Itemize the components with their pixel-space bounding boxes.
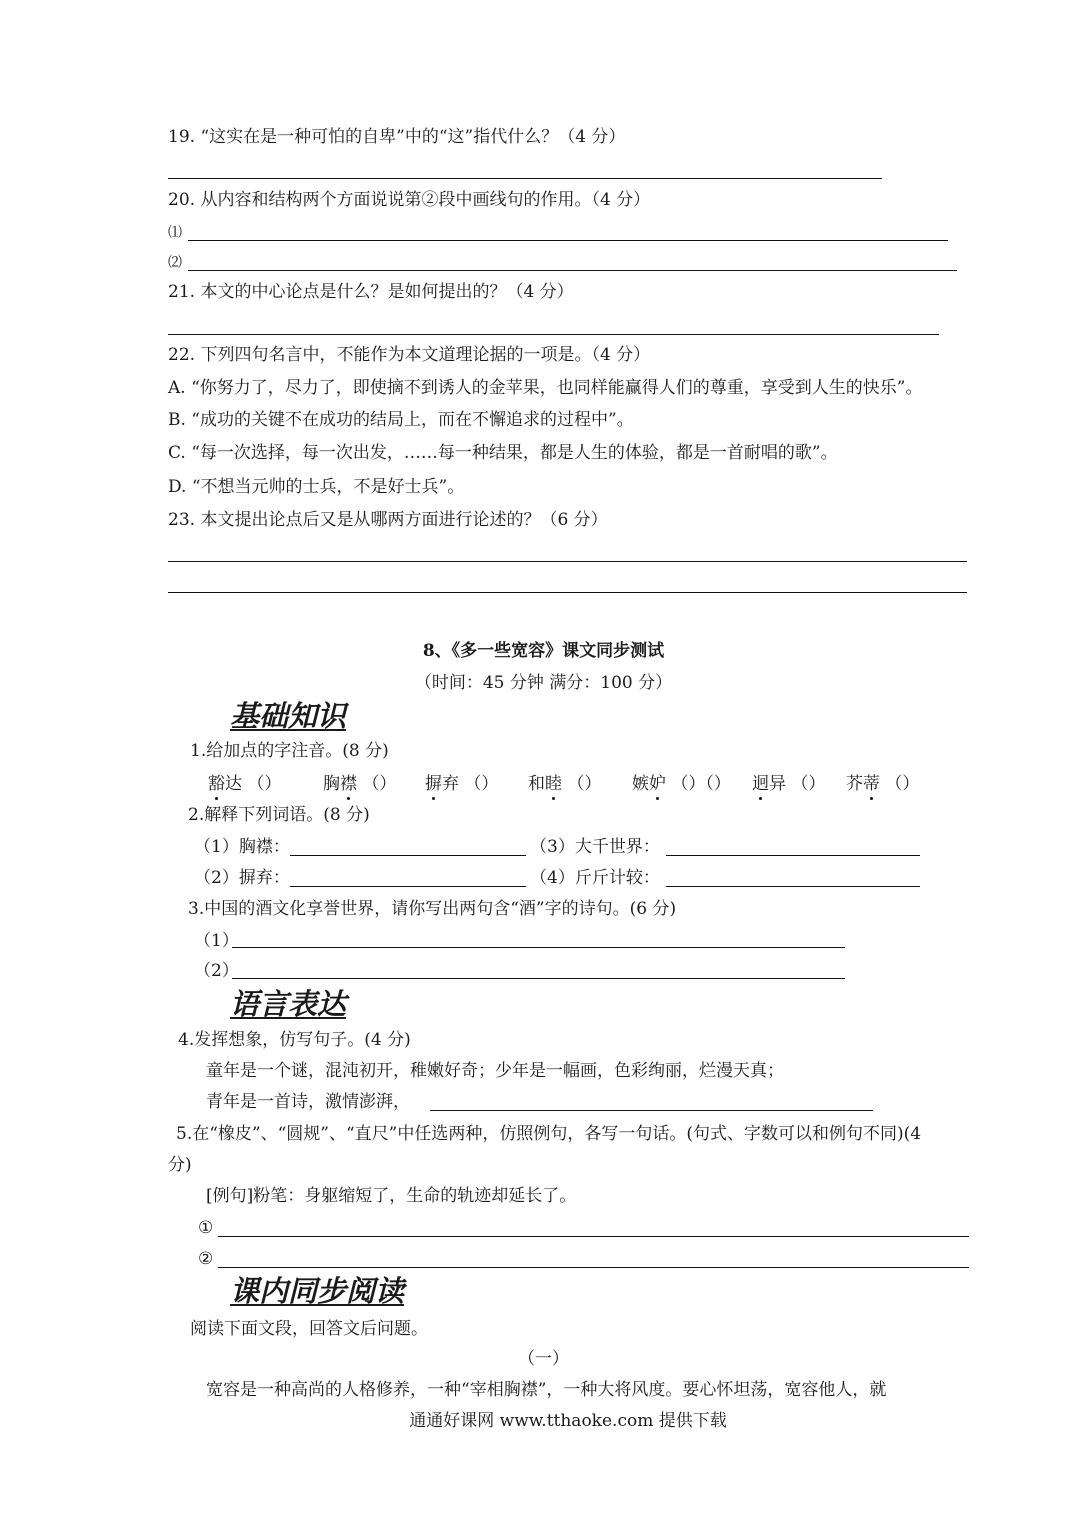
question-21: 21. 本文的中心论点是什么？是如何提出的？（4 分）	[168, 282, 574, 302]
passage-text: 宽容是一种高尚的人格修养，一种“宰相胸襟”，一种大将风度。要心怀坦荡，宽容他人，就	[206, 1380, 887, 1400]
answer-line-23-1[interactable]	[168, 561, 967, 562]
b5-label-1: ①	[198, 1218, 214, 1238]
pinyin-item: 和睦 （）	[528, 774, 602, 794]
option-c: C. “每一次选择，每一次出发，……每一种结果，都是人生的体验，都是一首耐唱的歌”。	[168, 443, 838, 463]
word-label-4: （4）斤斤计较：	[530, 868, 660, 888]
poem-label-2: （2）	[194, 961, 239, 981]
question-b3: 3.中国的酒文化享誉世界，请你写出两句含“酒”字的诗句。(6 分)	[188, 899, 677, 919]
word-label-3: （3）大千世界：	[530, 837, 660, 857]
word-line-2[interactable]	[290, 886, 526, 887]
answer-line-20-2[interactable]	[188, 270, 957, 271]
question-b5: 5.在“橡皮”、“圆规”、“直尺”中任选两种，仿照例句，各写一句话。(句式、字数可以和例句不同)(4	[176, 1124, 922, 1144]
question-b5-cont: 分)	[168, 1155, 192, 1175]
example-sentence: 童年是一个谜，混沌初开，稚嫩好奇；少年是一幅画，色彩绚丽，烂漫天真；	[206, 1061, 784, 1081]
option-d: D. “不想当元帅的士兵，不是好士兵”。	[168, 477, 465, 497]
page-subtitle: （时间：45 分钟 满分：100 分）	[414, 673, 673, 693]
option-a: A. “你努力了，尽力了，即使摘不到诱人的金苹果，也同样能赢得人们的尊重，享受到人生的快乐”。	[168, 378, 923, 398]
answer-line-21[interactable]	[168, 334, 939, 335]
pinyin-item: 摒弃 （）	[425, 774, 499, 794]
pinyin-item: 嫉妒 （）（）	[632, 774, 731, 794]
question-22: 22. 下列四句名言中，不能作为本文道理论据的一项是。（4 分）	[168, 345, 651, 365]
passage-number: （一）	[518, 1349, 569, 1369]
poem-label-1: （1）	[194, 931, 239, 951]
answer-line-20-1[interactable]	[188, 240, 948, 241]
b5-line-2[interactable]	[218, 1267, 969, 1268]
b5-example: [例句]粉笔：身躯缩短了，生命的轨迹却延长了。	[206, 1186, 577, 1206]
pinyin-item: 豁达 （）	[208, 774, 282, 794]
imitation-prompt: 青年是一首诗，激情澎湃，	[206, 1092, 410, 1112]
question-20: 20. 从内容和结构两个方面说说第②段中画线句的作用。（4 分）	[168, 190, 651, 210]
page-footer: 通通好课网 www.tthaoke.com 提供下载	[409, 1411, 727, 1431]
word-line-4[interactable]	[666, 886, 920, 887]
b5-label-2: ②	[198, 1249, 214, 1269]
pinyin-item: 胸襟 （）	[323, 774, 397, 794]
word-line-3[interactable]	[666, 855, 920, 856]
question-23: 23. 本文提出论点后又是从哪两方面进行论述的？（6 分）	[168, 510, 608, 530]
question-b2: 2.解释下列词语。(8 分)	[188, 805, 370, 825]
poem-line-2[interactable]	[232, 978, 845, 979]
section-heading-expression: 语言表达	[230, 987, 347, 1021]
question-19: 19. “这实在是一种可怕的自卑”中的“这”指代什么？（4 分）	[168, 127, 626, 147]
section-heading-basics: 基础知识	[230, 699, 347, 733]
question-b4: 4.发挥想象，仿写句子。(4 分)	[178, 1030, 411, 1050]
pinyin-item: 迥异 （）	[752, 774, 826, 794]
option-b: B. “成功的关键不在成功的结局上，而在不懈追求的过程中”。	[168, 410, 634, 430]
word-label-2: （2）摒弃：	[194, 868, 290, 888]
reading-instruction: 阅读下面文段，回答文后问题。	[190, 1319, 428, 1339]
section-heading-reading: 课内同步阅读	[230, 1274, 405, 1308]
word-label-1: （1）胸襟：	[194, 837, 290, 857]
imitation-line[interactable]	[430, 1110, 873, 1111]
word-line-1[interactable]	[290, 855, 526, 856]
answer-line-23-2[interactable]	[168, 592, 967, 593]
answer-label-20-2: ⑵	[168, 255, 182, 271]
page-title: 8、《多一些宽容》课文同步测试	[422, 641, 665, 661]
poem-line-1[interactable]	[232, 947, 845, 948]
answer-label-20-1: ⑴	[168, 225, 182, 241]
pinyin-item: 芥蒂 （）	[846, 774, 920, 794]
question-b1: 1.给加点的字注音。(8 分)	[190, 741, 389, 761]
b5-line-1[interactable]	[218, 1236, 969, 1237]
answer-line-19[interactable]	[168, 178, 882, 179]
